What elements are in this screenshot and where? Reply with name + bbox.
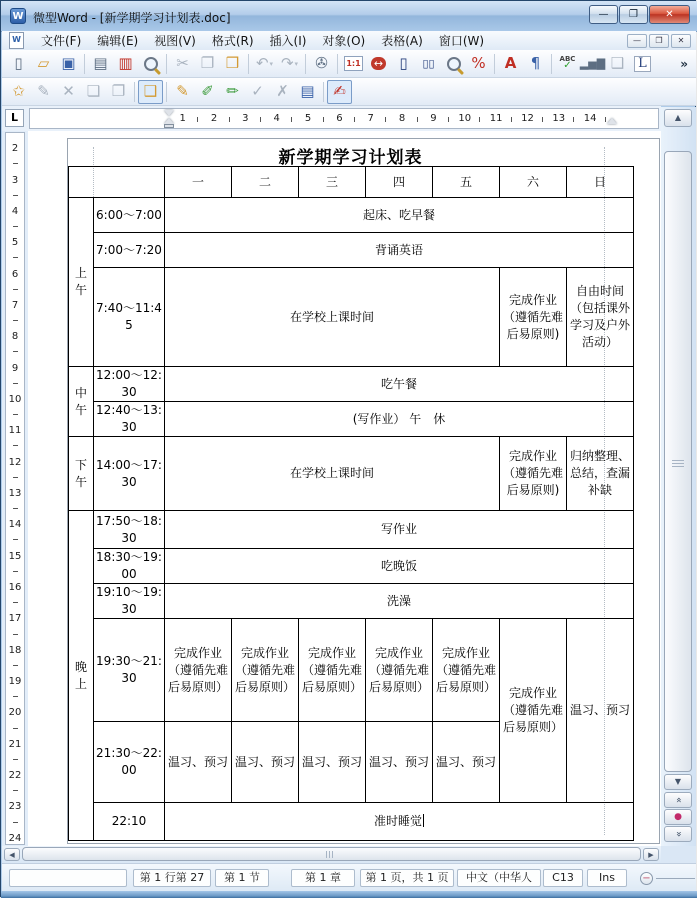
ruler-numbers: [167, 112, 606, 127]
ruler-number: 11: [480, 112, 511, 127]
mdi-minimize-button[interactable]: —: [627, 34, 647, 48]
undo-icon: ↶: [255, 54, 269, 72]
activity-cell[interactable]: 完成作业（遵循先难后易原则): [500, 268, 567, 367]
next-page-button[interactable]: [664, 826, 692, 842]
status-page-count[interactable]: 第 1 页，共 1 页: [360, 869, 454, 887]
activity-text: 准时睡觉: [373, 814, 422, 828]
copy-page-button[interactable]: [605, 52, 630, 76]
toolbar-separator: [166, 82, 167, 102]
minimize-button[interactable]: —: [589, 5, 618, 24]
one-page-button[interactable]: [391, 52, 416, 76]
activity-cell[interactable]: 自由时间（包括课外学习及户外活动）: [567, 268, 634, 367]
font-color-icon: A: [504, 54, 517, 72]
scroll-up-button[interactable]: ▲: [664, 109, 692, 127]
initial-letter-icon: L: [634, 56, 651, 72]
ruler-number: 22: [6, 760, 24, 791]
ruler-number: 5: [292, 112, 323, 127]
table-row: [69, 402, 634, 437]
section-noon[interactable]: 中午: [69, 367, 94, 437]
activity-cell[interactable]: 温习、预习: [299, 722, 366, 803]
zoom-100-button[interactable]: [341, 52, 366, 76]
menu-object[interactable]: 对象(O): [322, 34, 366, 48]
ruler-number: 8: [386, 112, 417, 127]
time-cell[interactable]: 19:30～21:30: [94, 619, 165, 722]
ruler-number: 23: [6, 791, 24, 822]
activity-cell[interactable]: 温习、预习: [567, 619, 634, 803]
corner-cell[interactable]: [69, 167, 165, 198]
first-line-indent-marker[interactable]: [164, 110, 174, 116]
new-page-star-icon: ✩: [12, 82, 25, 100]
time-cell[interactable]: 17:50～18:30: [94, 511, 165, 549]
ruler-number: 2: [198, 112, 229, 127]
browse-dot-icon: ●: [674, 812, 682, 822]
ruler-number: 13: [543, 112, 574, 127]
activity-cell[interactable]: 完成作业（遵循先难后易原则）: [232, 619, 299, 722]
table-row: [69, 198, 634, 233]
delete-page-icon: ✕: [62, 82, 75, 100]
pages-stack-icon: ❑: [143, 82, 158, 100]
ruler-number: 14: [574, 112, 605, 127]
mdi-close-button[interactable]: ✕: [671, 34, 691, 48]
ruler-number: 3: [6, 164, 24, 195]
proof-pencil-icon: ✍: [333, 82, 346, 100]
magnifier-icon: [447, 57, 461, 71]
toolbar-standard: [2, 50, 696, 78]
printer-icon: ▤: [93, 54, 108, 72]
scroll-down-button[interactable]: ▼: [664, 774, 692, 790]
menu-edit[interactable]: 编辑(E): [97, 34, 139, 48]
ruler-number: 7: [6, 290, 24, 321]
activity-cell[interactable]: 完成作业（遵循先难后易原则）: [433, 619, 500, 722]
select-browse-object-button[interactable]: [664, 809, 692, 825]
table-row: [69, 619, 634, 722]
horizontal-scrollbar[interactable]: [2, 846, 661, 863]
menu-view[interactable]: 视图(V): [154, 34, 196, 48]
section-afternoon[interactable]: 下午: [69, 437, 94, 511]
scrollbar-corner: [661, 846, 696, 863]
status-line-column[interactable]: 第 1 行第 27: [133, 869, 211, 887]
reject-revision-button[interactable]: [270, 80, 295, 104]
time-cell[interactable]: 14:00～17:30: [94, 437, 165, 511]
font-color-button[interactable]: [498, 52, 523, 76]
table-row: [69, 268, 634, 367]
new-document-button[interactable]: [6, 52, 31, 76]
ruler-number: 2: [6, 133, 24, 164]
ruler-number: 18: [6, 635, 24, 666]
status-position[interactable]: C13: [543, 869, 583, 887]
status-section[interactable]: 第 1 节: [215, 869, 269, 887]
activity-cell[interactable]: 温习、预习: [366, 722, 433, 803]
day-header-thu[interactable]: 四: [366, 167, 433, 198]
undo-button[interactable]: [252, 52, 277, 76]
app-logo-icon: W: [10, 8, 26, 24]
export-page-button[interactable]: [106, 80, 131, 104]
zoom-percent-button[interactable]: [466, 52, 491, 76]
scroll-right-button[interactable]: ▶: [643, 848, 659, 861]
save-icon: ▣: [61, 54, 76, 72]
mdi-window-controls: [625, 34, 691, 48]
copy-icon: ❐: [200, 54, 215, 72]
day-header-fri[interactable]: 五: [433, 167, 500, 198]
ruler-number: 8: [6, 321, 24, 352]
new-revision-button[interactable]: [170, 80, 195, 104]
cut-button[interactable]: [170, 52, 195, 76]
toolbar-pages: [2, 78, 696, 106]
zoom-in-button[interactable]: [441, 52, 466, 76]
time-cell[interactable]: 7:00～7:20: [94, 233, 165, 268]
paragraph-marks-button[interactable]: [523, 52, 548, 76]
ruler-number: 19: [6, 666, 24, 697]
vertical-ruler[interactable]: [5, 132, 25, 845]
table-row: [69, 233, 634, 268]
paragraph-mark-icon: ¶: [530, 54, 541, 72]
ruler-number: 11: [6, 415, 24, 446]
time-cell[interactable]: 18:30～19:00: [94, 549, 165, 584]
right-indent-marker[interactable]: [607, 118, 617, 124]
two-pages-icon: ▯▯: [422, 57, 435, 70]
fit-width-icon: ↔: [371, 57, 386, 70]
activity-cell[interactable]: 完成作业（遵循先难后易原则）: [500, 619, 567, 803]
status-message-box: [9, 869, 127, 887]
ruler-number: 21: [6, 729, 24, 760]
day-header-mon[interactable]: 一: [165, 167, 232, 198]
print-preview-icon: [144, 57, 158, 71]
paste-button[interactable]: [220, 52, 245, 76]
two-pages-button[interactable]: [416, 52, 441, 76]
vertical-scrollbar-thumb[interactable]: [664, 151, 692, 772]
activity-cell[interactable]: 吃午餐: [165, 367, 634, 402]
menu-bar: [2, 31, 696, 51]
ruler-number: 3: [230, 112, 261, 127]
activity-cell[interactable]: [165, 803, 634, 841]
ruler-number: 6: [6, 258, 24, 289]
time-cell[interactable]: 6:00～7:00: [94, 198, 165, 233]
activity-cell[interactable]: 洗澡: [165, 584, 634, 619]
activity-cell[interactable]: 在学校上课时间: [165, 437, 500, 511]
status-chapter[interactable]: 第 1 章: [291, 869, 355, 887]
ruler-number: 4: [6, 196, 24, 227]
ruler-number: 4: [261, 112, 292, 127]
time-cell[interactable]: 12:40～13:30: [94, 402, 165, 437]
next-revision-button[interactable]: [220, 80, 245, 104]
activity-cell[interactable]: 在学校上课时间: [165, 268, 500, 367]
left-indent-marker[interactable]: [164, 124, 174, 128]
pencil-back-icon: ✐: [201, 82, 214, 100]
toolbar-overflow-button[interactable]: »: [680, 56, 688, 71]
page-fold-left-icon: ❏: [86, 82, 101, 100]
time-cell[interactable]: 22:10: [94, 803, 165, 841]
import-page-button[interactable]: [81, 80, 106, 104]
ruler-number: 14: [6, 509, 24, 540]
status-language[interactable]: 中文（中华人: [457, 869, 541, 887]
spell-check-mark: ✓: [563, 60, 572, 71]
previous-revision-button[interactable]: [195, 80, 220, 104]
proofing-button[interactable]: [327, 80, 352, 104]
activity-cell[interactable]: 背诵英语: [165, 233, 634, 268]
menu-file[interactable]: 文件(F): [41, 34, 82, 48]
accept-revision-button[interactable]: [245, 80, 270, 104]
delete-page-button[interactable]: [56, 80, 81, 104]
zoom-percent-icon: %: [471, 54, 486, 72]
menu-window[interactable]: 窗口(W): [438, 34, 485, 48]
horizontal-ruler[interactable]: [29, 108, 659, 129]
day-header-sat[interactable]: 六: [500, 167, 567, 198]
table-row: [69, 584, 634, 619]
copy-button[interactable]: [195, 52, 220, 76]
restore-button[interactable]: ❐: [619, 5, 648, 24]
spell-check-icon: [560, 56, 576, 71]
drop-cap-button[interactable]: [630, 52, 655, 76]
table-row: [69, 367, 634, 402]
new-page-button[interactable]: [6, 80, 31, 104]
toolbar-separator: [134, 82, 135, 102]
schedule-table[interactable]: [68, 166, 634, 841]
copy-page-icon: ❑: [610, 54, 625, 72]
time-cell[interactable]: 12:00～12:30: [94, 367, 165, 402]
ruler-number: 1: [167, 112, 198, 127]
ruler-number: 16: [6, 572, 24, 603]
find-binoculars-icon: ✇: [315, 54, 328, 72]
cut-icon: ✂: [176, 54, 189, 72]
section-evening[interactable]: 晚上: [69, 511, 94, 841]
ruler-number: 20: [6, 697, 24, 728]
save-button[interactable]: [56, 52, 81, 76]
day-header-sun[interactable]: 日: [567, 167, 634, 198]
ruler-number: 10: [6, 384, 24, 415]
toolbar-separator: [551, 54, 552, 74]
export-pdf-icon: ▥: [118, 54, 133, 72]
multi-pages-button[interactable]: [138, 80, 163, 104]
undo-dropdown-icon[interactable]: ▾: [269, 59, 274, 68]
document-icon[interactable]: W: [9, 32, 24, 49]
redo-icon: ↷: [280, 54, 294, 72]
chart-button[interactable]: [580, 52, 605, 76]
toolbar-separator: [494, 54, 495, 74]
header-row: [69, 167, 634, 198]
ruler-number: 5: [6, 227, 24, 258]
ruler-number: 7: [355, 112, 386, 127]
document-page[interactable]: [28, 131, 661, 846]
activity-cell[interactable]: (写作业） 午 休: [165, 402, 634, 437]
revision-list-button[interactable]: [295, 80, 320, 104]
window-title: 微型Word - [新学期学习计划表.doc]: [33, 11, 231, 25]
edit-page-button[interactable]: [31, 80, 56, 104]
toolbar-separator: [84, 54, 85, 74]
text-cursor: [423, 814, 424, 827]
zoom-100-icon: 1:1: [344, 56, 362, 71]
one-page-icon: ▯: [399, 54, 408, 72]
redo-dropdown-icon[interactable]: ▾: [294, 59, 299, 68]
window-controls: [588, 5, 690, 24]
activity-cell[interactable]: 起床、吃早餐: [165, 198, 634, 233]
activity-cell[interactable]: 写作业: [165, 511, 634, 549]
print-preview-button[interactable]: [138, 52, 163, 76]
day-header-wed[interactable]: 三: [299, 167, 366, 198]
double-chevron-up-icon: «: [673, 796, 684, 804]
page-fold-right-icon: ❐: [111, 82, 126, 100]
find-button[interactable]: [309, 52, 334, 76]
ruler-number: 12: [512, 112, 543, 127]
ruler-number: 9: [418, 112, 449, 127]
table-row: [69, 511, 634, 549]
double-chevron-down-icon: »: [673, 830, 684, 838]
horizontal-scrollbar-thumb[interactable]: [22, 847, 641, 861]
toolbar-separator: [166, 54, 167, 74]
activity-cell[interactable]: 温习、预习: [165, 722, 232, 803]
ruler-number: 13: [6, 478, 24, 509]
activity-cell[interactable]: 温习、预习: [232, 722, 299, 803]
pencil-cross-icon: ✗: [276, 82, 289, 100]
redo-button[interactable]: [277, 52, 302, 76]
ruler-number: 6: [324, 112, 355, 127]
toolbar-separator: [323, 82, 324, 102]
zoom-out-button[interactable]: −: [640, 872, 653, 885]
print-button[interactable]: [88, 52, 113, 76]
time-cell[interactable]: 7:40～11:45: [94, 268, 165, 367]
pencil-check-icon: ✓: [251, 82, 264, 100]
spell-abc-text: ABC: [559, 55, 576, 63]
mdi-restore-button[interactable]: ❐: [649, 34, 669, 48]
chart-icon: ▂▅▇: [579, 57, 606, 70]
ruler-number: 9: [6, 352, 24, 383]
activity-cell[interactable]: 归纳整理、总结，查漏补缺: [567, 437, 634, 511]
section-morning[interactable]: 上午: [69, 198, 94, 367]
vertical-scrollbar[interactable]: [661, 107, 696, 846]
scroll-left-button[interactable]: ◀: [4, 848, 20, 861]
activity-cell[interactable]: 吃晚饭: [165, 549, 634, 584]
toolbar-separator: [248, 54, 249, 74]
window-frame-bottom: [1, 891, 697, 898]
table-row: [69, 803, 634, 841]
title-bar: [1, 1, 697, 32]
ruler-number: 17: [6, 603, 24, 634]
open-folder-icon: ▱: [37, 54, 50, 72]
ruler-number: 10: [449, 112, 480, 127]
export-pdf-button[interactable]: [113, 52, 138, 76]
tab-stop-selector[interactable]: L: [5, 109, 24, 127]
document-pencil-icon: ▤: [300, 82, 315, 100]
activity-cell[interactable]: 完成作业（遵循先难后易原则）: [366, 619, 433, 722]
ruler-number: 15: [6, 540, 24, 571]
ruler-number: 12: [6, 446, 24, 477]
spell-check-button[interactable]: [555, 52, 580, 76]
table-row: [69, 437, 634, 511]
paste-icon: ❒: [225, 54, 240, 72]
close-button[interactable]: ✕: [649, 5, 690, 24]
fit-width-button[interactable]: [366, 52, 391, 76]
open-button[interactable]: [31, 52, 56, 76]
status-insert-mode[interactable]: Ins: [587, 869, 627, 887]
day-header-tue[interactable]: 二: [232, 167, 299, 198]
edit-page-icon: ✎: [37, 82, 50, 100]
activity-cell[interactable]: 完成作业（遵循先难后易原则): [500, 437, 567, 511]
toolbar-separator: [337, 54, 338, 74]
time-cell[interactable]: 21:30～22:00: [94, 722, 165, 803]
activity-cell[interactable]: 完成作业（遵循先难后易原则）: [299, 619, 366, 722]
status-bar: [2, 863, 696, 892]
menu-format[interactable]: 格式(R): [211, 34, 254, 48]
pencil-star-icon: ✎: [176, 82, 189, 100]
activity-cell[interactable]: 完成作业（遵循先难后易原则）: [165, 619, 232, 722]
menu-table[interactable]: 表格(A): [381, 34, 423, 48]
time-cell[interactable]: 19:10～19:30: [94, 584, 165, 619]
menu-insert[interactable]: 插入(I): [269, 34, 307, 48]
new-document-icon: ▯: [14, 54, 23, 72]
toolbar-separator: [305, 54, 306, 74]
zoom-slider-track[interactable]: [656, 878, 695, 879]
pencil-forward-icon: ✏: [226, 82, 239, 100]
previous-page-button[interactable]: [664, 792, 692, 808]
activity-cell[interactable]: 温习、预习: [433, 722, 500, 803]
ruler-number: 24: [6, 823, 24, 854]
document-title[interactable]: 新学期学习计划表: [278, 148, 423, 168]
table-row: [69, 549, 634, 584]
